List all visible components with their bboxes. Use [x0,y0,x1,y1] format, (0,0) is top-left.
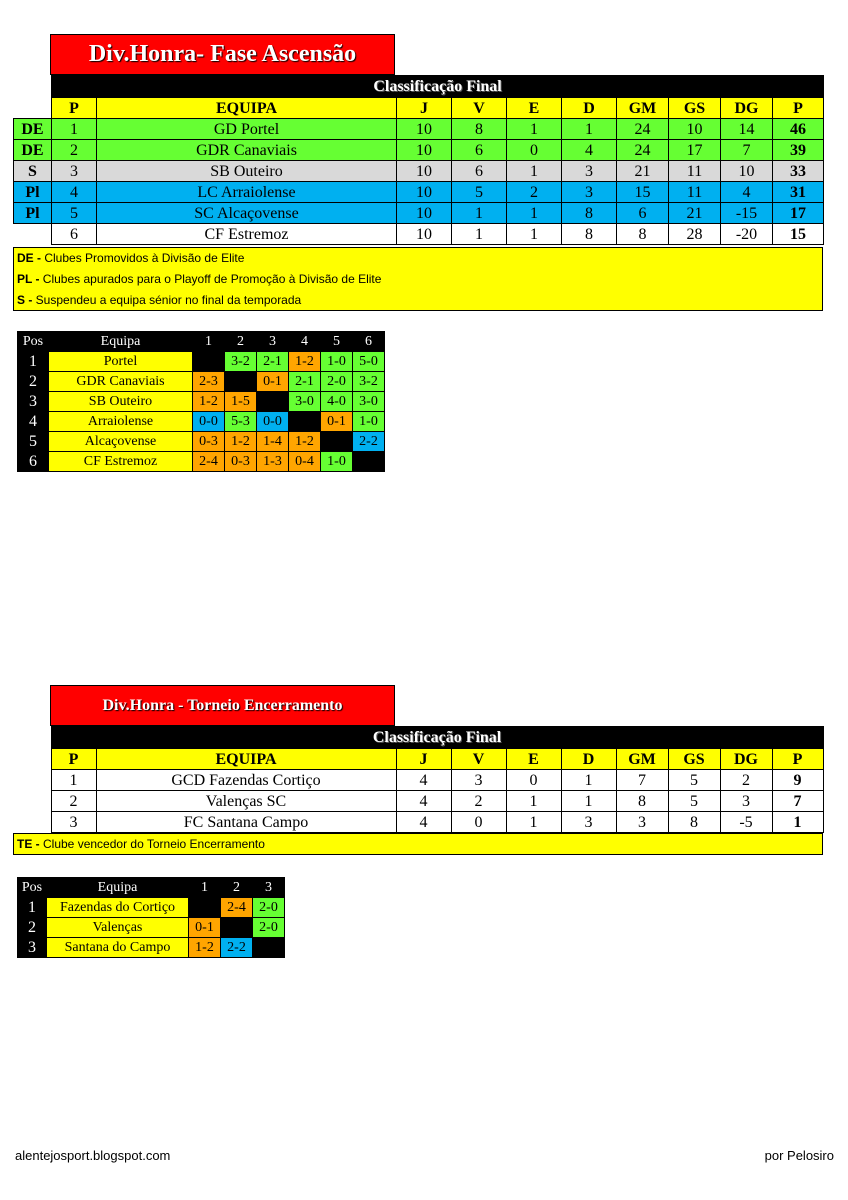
matrix-team: GDR Canaviais [49,372,193,392]
matrix-result: 1-3 [257,452,289,472]
cell-gs: 28 [669,224,721,245]
cell-pos: 1 [52,119,97,140]
cell-e: 0 [507,140,562,161]
cell-dg: -5 [720,812,772,833]
matrix-team: CF Estremoz [49,452,193,472]
cell-dg: 7 [721,140,773,161]
cell-gm: 24 [617,140,669,161]
cell-e: 1 [507,161,562,182]
matrix-result [253,938,285,958]
legend-text: Clube vencedor do Torneio Encerramento [39,837,265,851]
cell-p: 1 [772,812,823,833]
status-tag: S [14,161,52,182]
cell-p: 7 [772,791,823,812]
matrix-pos: 3 [18,938,47,958]
matrix-header-row [18,878,285,898]
table-row [13,812,823,833]
cell-gs: 17 [669,140,721,161]
matrix-pos: 4 [18,412,49,432]
cell-gm: 8 [617,224,669,245]
table-row [13,791,823,812]
section1-standings-table [13,75,824,245]
matrix-result: 2-4 [193,452,225,472]
matrix-result: 2-2 [353,432,385,452]
cell-team: GD Portel [97,119,397,140]
cell-p: 17 [773,203,824,224]
matrix-pos: 3 [18,392,49,412]
table-row [13,770,823,791]
matrix-row [18,412,385,432]
legend-item [14,248,822,269]
matrix-header: Pos [18,332,49,352]
cell-j: 10 [397,161,452,182]
cell-e: 1 [507,119,562,140]
cell-gm: 6 [617,203,669,224]
cell-dg: 4 [721,182,773,203]
cell-p: 39 [773,140,824,161]
section1-results-matrix [17,331,385,472]
matrix-header: 4 [289,332,321,352]
cell-team: SB Outeiro [97,161,397,182]
cell-v: 8 [452,119,507,140]
table-row [14,161,824,182]
matrix-result: 0-1 [321,412,353,432]
cell-j: 10 [397,203,452,224]
matrix-result: 2-1 [289,372,321,392]
column-header: D [562,98,617,119]
cell-d: 3 [561,812,616,833]
cell-d: 3 [562,182,617,203]
matrix-row [18,898,285,918]
cell-team: GDR Canaviais [97,140,397,161]
matrix-result: 3-2 [353,372,385,392]
legend-key: S - [17,293,33,307]
cell-j: 10 [397,140,452,161]
cell-dg: 10 [721,161,773,182]
cell-gs: 5 [668,791,720,812]
cell-v: 0 [451,812,506,833]
matrix-header: 1 [193,332,225,352]
cell-e: 1 [507,203,562,224]
cell-v: 1 [452,203,507,224]
cell-team: CF Estremoz [97,224,397,245]
cell-j: 4 [396,770,451,791]
legend-key: TE - [17,837,40,851]
matrix-result: 0-3 [193,432,225,452]
matrix-result: 2-0 [253,898,285,918]
cell-gs: 21 [669,203,721,224]
matrix-result: 0-1 [257,372,289,392]
matrix-result: 0-4 [289,452,321,472]
cell-p: 46 [773,119,824,140]
cell-team: Valenças SC [96,791,396,812]
section2-subtitle: Classificação Final [51,727,823,749]
matrix-pos: 2 [18,372,49,392]
matrix-result [257,392,289,412]
column-header: GS [668,749,720,770]
legend-key: PL - [17,272,40,286]
matrix-result: 1-2 [189,938,221,958]
column-header: E [507,98,562,119]
cell-j: 10 [397,224,452,245]
cell-d: 8 [562,203,617,224]
matrix-header: 3 [253,878,285,898]
matrix-result: 1-2 [289,352,321,372]
cell-d: 1 [561,770,616,791]
matrix-result [353,452,385,472]
matrix-header: 2 [221,878,253,898]
legend-text: Clubes Promovidos à Divisão de Elite [41,251,245,265]
matrix-team: Valenças [47,918,189,938]
matrix-result: 5-0 [353,352,385,372]
cell-pos: 2 [51,791,96,812]
matrix-result [193,352,225,372]
matrix-team: SB Outeiro [49,392,193,412]
status-tag: Pl [14,182,52,203]
matrix-result [221,918,253,938]
cell-gm: 3 [616,812,668,833]
section1-legend [13,247,823,311]
cell-gs: 8 [668,812,720,833]
matrix-row [18,452,385,472]
cell-dg: 14 [721,119,773,140]
cell-v: 6 [452,161,507,182]
cell-pos: 3 [51,812,96,833]
status-tag [13,770,51,791]
matrix-row [18,372,385,392]
matrix-result: 0-3 [225,452,257,472]
matrix-result: 2-0 [321,372,353,392]
matrix-team: Fazendas do Cortiço [47,898,189,918]
column-header: J [396,749,451,770]
matrix-result: 3-2 [225,352,257,372]
cell-dg: 2 [720,770,772,791]
section2-standings-table [13,726,824,833]
matrix-result: 1-0 [353,412,385,432]
matrix-result: 1-2 [289,432,321,452]
cell-dg: 3 [720,791,772,812]
cell-gm: 24 [617,119,669,140]
cell-v: 5 [452,182,507,203]
cell-j: 4 [396,812,451,833]
matrix-result: 1-0 [321,352,353,372]
column-header: P [51,749,96,770]
cell-gm: 15 [617,182,669,203]
column-header: DG [720,749,772,770]
column-header: P [52,98,97,119]
column-header: EQUIPA [97,98,397,119]
column-header: V [451,749,506,770]
matrix-pos: 6 [18,452,49,472]
matrix-result: 0-0 [257,412,289,432]
matrix-header: 2 [225,332,257,352]
cell-team: SC Alcaçovense [97,203,397,224]
matrix-header: 5 [321,332,353,352]
matrix-result: 2-3 [193,372,225,392]
status-tag [13,812,51,833]
column-header: DG [721,98,773,119]
cell-v: 2 [451,791,506,812]
cell-gs: 5 [668,770,720,791]
cell-dg: -15 [721,203,773,224]
cell-j: 10 [397,182,452,203]
matrix-header: 6 [353,332,385,352]
status-tag [14,224,52,245]
cell-e: 1 [507,224,562,245]
section2-legend [13,833,823,855]
cell-e: 2 [507,182,562,203]
matrix-team: Alcaçovense [49,432,193,452]
cell-gs: 11 [669,182,721,203]
cell-d: 1 [562,119,617,140]
column-header: D [561,749,616,770]
matrix-result: 3-0 [289,392,321,412]
matrix-row [18,918,285,938]
cell-pos: 2 [52,140,97,161]
matrix-header-row [18,332,385,352]
legend-key: DE - [17,251,41,265]
column-header: EQUIPA [96,749,396,770]
cell-v: 1 [452,224,507,245]
cell-team: FC Santana Campo [96,812,396,833]
matrix-result: 1-5 [225,392,257,412]
matrix-team: Arraiolense [49,412,193,432]
section1-title: Div.Honra- Fase Ascensão [50,34,395,75]
table-row [14,224,824,245]
cell-dg: -20 [721,224,773,245]
cell-team: LC Arraiolense [97,182,397,203]
status-tag: DE [14,119,52,140]
column-header: GM [616,749,668,770]
matrix-team: Santana do Campo [47,938,189,958]
matrix-result: 2-4 [221,898,253,918]
cell-p: 15 [773,224,824,245]
legend-item [14,834,822,855]
matrix-result: 2-2 [221,938,253,958]
cell-d: 8 [562,224,617,245]
matrix-pos: 5 [18,432,49,452]
legend-item [14,269,822,290]
matrix-pos: 1 [18,898,47,918]
cell-pos: 4 [52,182,97,203]
cell-v: 6 [452,140,507,161]
cell-gs: 10 [669,119,721,140]
matrix-result: 3-0 [353,392,385,412]
cell-e: 1 [506,791,561,812]
matrix-row [18,352,385,372]
cell-gm: 8 [616,791,668,812]
cell-p: 9 [772,770,823,791]
table-row [14,203,824,224]
cell-gm: 21 [617,161,669,182]
cell-j: 4 [396,791,451,812]
matrix-result: 1-4 [257,432,289,452]
matrix-team: Portel [49,352,193,372]
matrix-result: 4-0 [321,392,353,412]
matrix-result [321,432,353,452]
matrix-header: 1 [189,878,221,898]
matrix-result [289,412,321,432]
cell-p: 31 [773,182,824,203]
cell-d: 1 [561,791,616,812]
matrix-row [18,392,385,412]
cell-d: 3 [562,161,617,182]
matrix-header: 3 [257,332,289,352]
footer-author: por Pelosiro [764,1148,834,1163]
matrix-header: Pos [18,878,47,898]
matrix-row [18,938,285,958]
cell-team: GCD Fazendas Cortiço [96,770,396,791]
section2-results-matrix [17,877,285,958]
column-header: E [506,749,561,770]
cell-v: 3 [451,770,506,791]
matrix-result: 1-2 [225,432,257,452]
matrix-pos: 1 [18,352,49,372]
cell-e: 1 [506,812,561,833]
cell-pos: 6 [52,224,97,245]
cell-e: 0 [506,770,561,791]
status-tag: Pl [14,203,52,224]
column-header: GS [669,98,721,119]
column-header: GM [617,98,669,119]
matrix-result [225,372,257,392]
status-tag [13,791,51,812]
cell-gm: 7 [616,770,668,791]
matrix-result: 1-2 [193,392,225,412]
column-header: J [397,98,452,119]
table-row [14,140,824,161]
cell-d: 4 [562,140,617,161]
cell-gs: 11 [669,161,721,182]
matrix-result [189,898,221,918]
cell-j: 10 [397,119,452,140]
matrix-result: 5-3 [225,412,257,432]
matrix-result: 0-0 [193,412,225,432]
table-row [14,119,824,140]
matrix-result: 1-0 [321,452,353,472]
matrix-header: Equipa [47,878,189,898]
cell-pos: 3 [52,161,97,182]
matrix-pos: 2 [18,918,47,938]
cell-p: 33 [773,161,824,182]
legend-text: Clubes apurados para o Playoff de Promoção à Divisão de Elite [39,272,382,286]
legend-item [14,290,822,311]
status-tag: DE [14,140,52,161]
footer-site-link[interactable]: alentejosport.blogspot.com [15,1148,171,1163]
matrix-header: Equipa [49,332,193,352]
matrix-result: 2-0 [253,918,285,938]
column-header: P [772,749,823,770]
cell-pos: 5 [52,203,97,224]
column-header: V [452,98,507,119]
matrix-result: 2-1 [257,352,289,372]
table-row [14,182,824,203]
matrix-result: 0-1 [189,918,221,938]
legend-text: Suspendeu a equipa sénior no final da temporada [32,293,302,307]
matrix-row [18,432,385,452]
section2-title: Div.Honra - Torneio Encerramento [50,685,395,726]
cell-pos: 1 [51,770,96,791]
section1-subtitle: Classificação Final [52,76,824,98]
column-header: P [773,98,824,119]
